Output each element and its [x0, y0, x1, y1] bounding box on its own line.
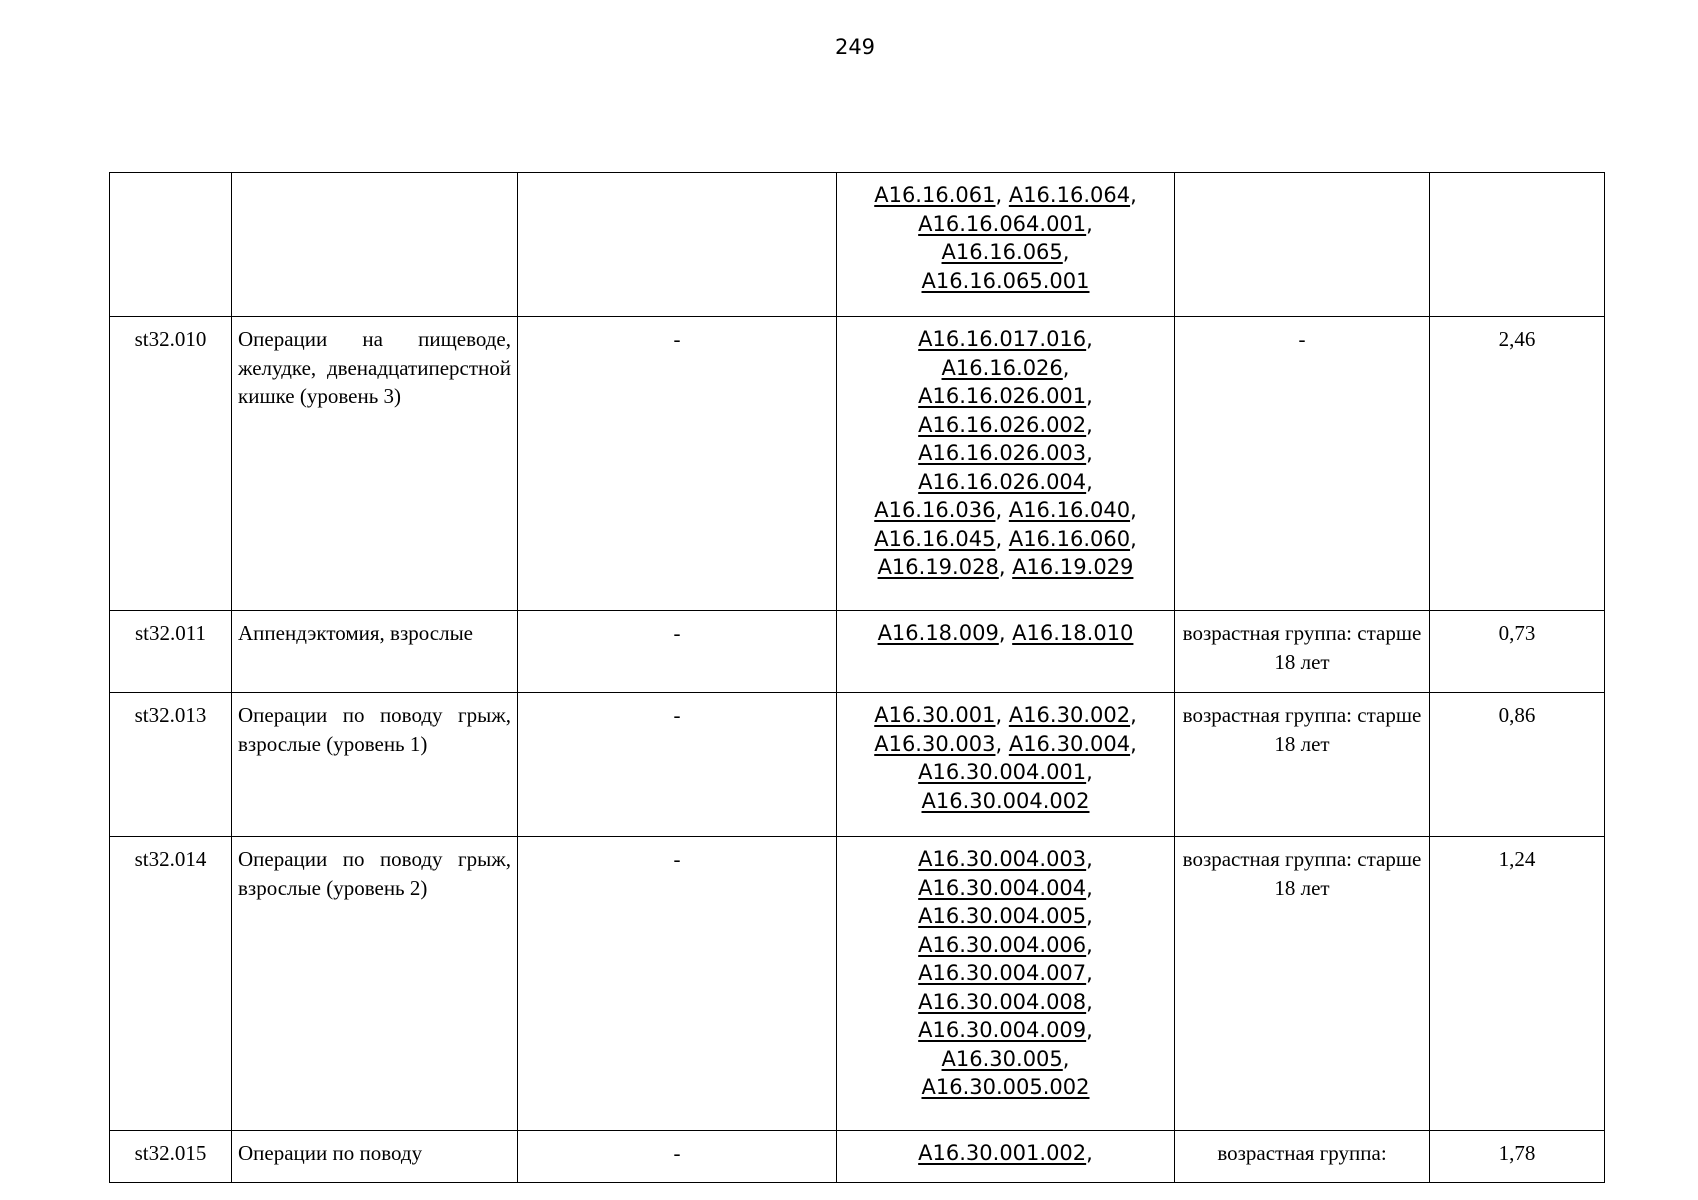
separator: , [1086, 469, 1093, 494]
separator: , [1086, 1141, 1093, 1165]
service-codes-cell [837, 173, 1175, 317]
service-codes-cell [837, 317, 1175, 611]
service-code-line [843, 553, 1168, 582]
service-code-link[interactable]: A16.16.065.001 [921, 268, 1090, 293]
ksg-code-cell: st32.013 [110, 693, 232, 837]
service-codes-cell [837, 1131, 1175, 1183]
ksg-code-cell: st32.014 [110, 837, 232, 1131]
service-code-line [843, 845, 1168, 874]
separator: , [998, 555, 1013, 579]
table-body [110, 173, 1605, 1183]
ksg-name-cell [232, 173, 518, 317]
service-code-link[interactable]: A16.18.010 [1012, 621, 1134, 645]
separator: , [1086, 327, 1093, 351]
service-code-line [843, 758, 1168, 787]
ksg-name-cell: Операции на пищеводе, желудке, двенадцатиперстной кишке (уровень 3) [232, 317, 518, 611]
separator: , [1086, 412, 1093, 437]
service-code-link[interactable]: A16.16.026.001 [918, 384, 1087, 408]
separator: , [998, 621, 1013, 645]
separator: , [1130, 731, 1137, 756]
condition-cell: возрастная группа: старше 18 лет [1175, 693, 1430, 837]
service-code-link[interactable]: A16.30.004.007 [918, 961, 1087, 985]
service-code-link[interactable]: A16.16.065 [941, 240, 1063, 264]
service-code-link[interactable]: A16.16.017.016 [918, 327, 1087, 351]
diagnosis-code-cell: - [518, 1131, 837, 1183]
separator: , [1130, 703, 1137, 727]
tariff-table [109, 172, 1605, 1183]
coefficient-cell [1430, 173, 1605, 317]
table-row [110, 317, 1605, 611]
service-code-line [843, 354, 1168, 383]
ksg-name-cell: Операции по поводу грыж, взрослые (уровень 2) [232, 837, 518, 1131]
service-code-line [843, 1139, 1168, 1168]
service-codes-cell [837, 693, 1175, 837]
service-code-line [843, 411, 1168, 440]
service-code-link[interactable]: A16.30.005.002 [921, 1075, 1090, 1099]
service-code-link[interactable]: A16.30.004.004 [918, 875, 1087, 900]
separator: , [1086, 932, 1093, 957]
service-code-line [843, 1073, 1168, 1102]
ksg-name-cell: Операции по поводу грыж, взрослые (уровень 1) [232, 693, 518, 837]
service-code-link[interactable]: A16.30.002 [1008, 703, 1131, 727]
condition-cell: возрастная группа: старше 18 лет [1175, 611, 1430, 693]
service-code-link[interactable]: A16.16.026.003 [918, 441, 1087, 465]
service-code-link[interactable]: A16.16.045 [874, 526, 996, 551]
service-code-line [843, 525, 1168, 554]
service-code-line [843, 1016, 1168, 1045]
service-code-link[interactable]: A16.16.060 [1008, 526, 1131, 551]
service-code-link[interactable]: A16.30.004.006 [918, 932, 1087, 957]
service-code-link[interactable]: A16.30.004 [1008, 731, 1131, 756]
separator: , [1086, 384, 1093, 408]
service-code-link[interactable]: A16.30.004.005 [918, 904, 1087, 928]
service-code-link[interactable]: A16.19.029 [1012, 555, 1134, 579]
service-code-link[interactable]: A16.16.064.001 [918, 211, 1087, 236]
service-code-link[interactable]: A16.30.003 [874, 731, 996, 756]
service-code-link[interactable]: A16.30.004.001 [918, 760, 1087, 784]
separator: , [1086, 875, 1093, 900]
service-code-link[interactable]: A16.16.026.004 [918, 469, 1087, 494]
service-code-link[interactable]: A16.30.004.003 [918, 847, 1087, 871]
condition-cell: - [1175, 317, 1430, 611]
ksg-code-cell [110, 173, 232, 317]
separator: , [1062, 1046, 1070, 1071]
service-code-link[interactable]: A16.16.026.002 [918, 412, 1087, 437]
separator: , [1086, 441, 1093, 465]
service-codes-cell [837, 611, 1175, 693]
separator: , [1086, 961, 1093, 985]
separator: , [995, 526, 1009, 551]
service-code-link[interactable]: A16.30.005 [941, 1046, 1063, 1071]
ksg-code-cell: st32.010 [110, 317, 232, 611]
coefficient-cell: 0,86 [1430, 693, 1605, 837]
service-code-link[interactable]: A16.19.028 [877, 555, 999, 579]
table-row [110, 837, 1605, 1131]
service-code-line [843, 325, 1168, 354]
service-code-line [843, 267, 1168, 296]
condition-cell [1175, 173, 1430, 317]
service-code-link[interactable]: A16.30.004.009 [918, 1018, 1087, 1042]
coefficient-cell: 1,24 [1430, 837, 1605, 1131]
service-code-line [843, 730, 1168, 759]
diagnosis-code-cell: - [518, 317, 837, 611]
separator: , [1086, 211, 1093, 236]
service-code-line [843, 619, 1168, 648]
service-code-line [843, 931, 1168, 960]
separator: , [1130, 183, 1137, 207]
separator: , [1062, 355, 1070, 380]
condition-cell: возрастная группа: [1175, 1131, 1430, 1183]
service-code-line [843, 1045, 1168, 1074]
service-code-line [843, 238, 1168, 267]
separator: , [995, 731, 1009, 756]
service-code-link[interactable]: A16.30.004.002 [921, 788, 1090, 813]
separator: , [1130, 526, 1137, 551]
ksg-code-cell: st32.015 [110, 1131, 232, 1183]
separator: , [995, 498, 1009, 522]
service-code-line [843, 701, 1168, 730]
separator: , [1062, 240, 1070, 264]
separator: , [1130, 498, 1137, 522]
diagnosis-code-cell: - [518, 693, 837, 837]
service-code-link[interactable]: A16.18.009 [877, 621, 999, 645]
service-code-line [843, 439, 1168, 468]
separator: , [995, 703, 1009, 727]
service-code-line [843, 181, 1168, 210]
separator: , [1086, 1018, 1093, 1042]
service-code-link[interactable]: A16.16.064 [1008, 183, 1131, 207]
service-code-line [843, 468, 1168, 497]
service-code-link[interactable]: A16.30.001 [874, 703, 996, 727]
service-code-line [843, 902, 1168, 931]
service-code-link[interactable]: A16.16.061 [874, 183, 996, 207]
service-code-line [843, 959, 1168, 988]
diagnosis-code-cell [518, 173, 837, 317]
separator: , [995, 183, 1009, 207]
service-code-line [843, 210, 1168, 239]
condition-cell: возрастная группа: старше 18 лет [1175, 837, 1430, 1131]
service-code-link[interactable]: A16.16.026 [941, 355, 1063, 380]
ksg-name-cell: Аппендэктомия, взрослые [232, 611, 518, 693]
separator: , [1086, 989, 1093, 1014]
service-code-link[interactable]: A16.16.040 [1008, 498, 1131, 522]
coefficient-cell: 1,78 [1430, 1131, 1605, 1183]
service-code-link[interactable]: A16.30.004.008 [918, 989, 1087, 1014]
service-code-link[interactable]: A16.30.001.002 [918, 1141, 1087, 1165]
diagnosis-code-cell: - [518, 837, 837, 1131]
ksg-name-cell: Операции по поводу [232, 1131, 518, 1183]
table-row [110, 1131, 1605, 1183]
table-row [110, 173, 1605, 317]
service-code-line [843, 382, 1168, 411]
service-code-line [843, 874, 1168, 903]
service-code-line [843, 496, 1168, 525]
table-row [110, 693, 1605, 837]
service-code-line [843, 988, 1168, 1017]
page-number: 249 [834, 35, 876, 59]
separator: , [1086, 847, 1093, 871]
coefficient-cell: 2,46 [1430, 317, 1605, 611]
table-row [110, 611, 1605, 693]
service-code-line [843, 787, 1168, 816]
service-code-link[interactable]: A16.16.036 [874, 498, 996, 522]
ksg-code-cell: st32.011 [110, 611, 232, 693]
diagnosis-code-cell: - [518, 611, 837, 693]
service-codes-cell [837, 837, 1175, 1131]
separator: , [1086, 760, 1093, 784]
separator: , [1086, 904, 1093, 928]
coefficient-cell: 0,73 [1430, 611, 1605, 693]
